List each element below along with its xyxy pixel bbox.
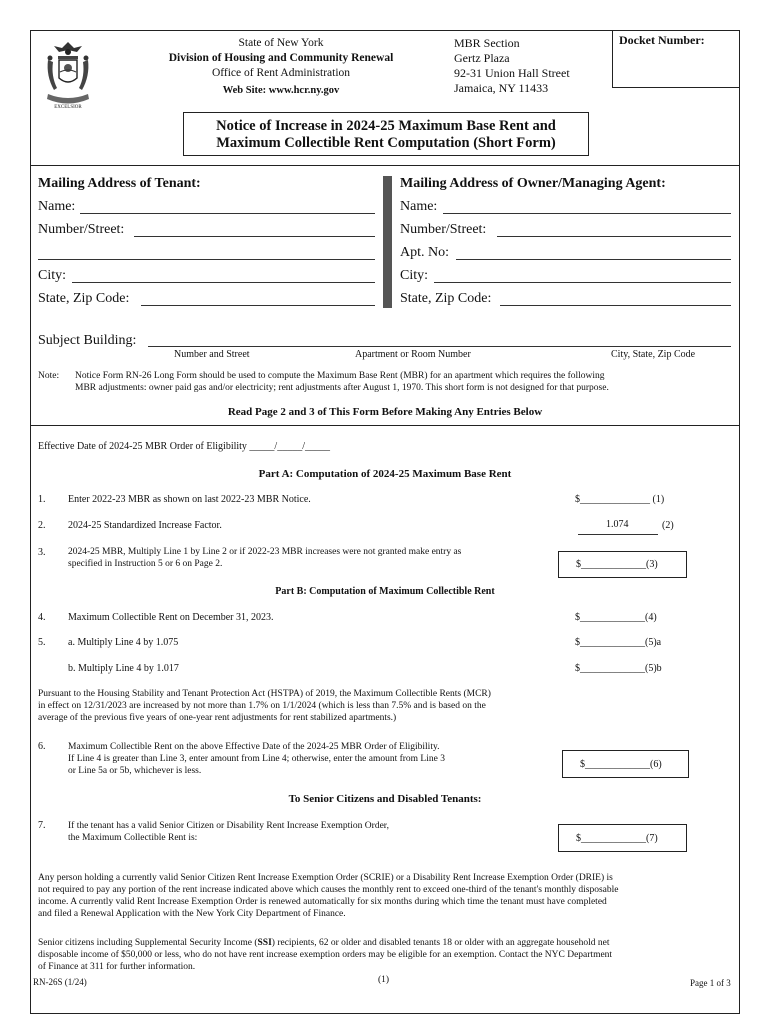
mbr-line-4: Jamaica, NY 11433 xyxy=(454,81,549,95)
subject-sub-city: City, State, Zip Code xyxy=(611,349,696,360)
docket-number-field[interactable] xyxy=(612,30,740,88)
form-title-line-2: Maximum Collectible Rent Computation (Short Form) xyxy=(216,135,556,151)
mbr-section-address xyxy=(454,36,570,96)
owner-street-field[interactable] xyxy=(497,236,731,237)
owner-address-heading: Mailing Address of Owner/Managing Agent: xyxy=(400,176,666,191)
owner-city-label: City: xyxy=(400,268,429,283)
item-3-number: 3. xyxy=(38,547,46,558)
tenant-city-field[interactable] xyxy=(72,282,375,283)
ssi-abbrev: SSI xyxy=(257,938,272,948)
item-3-text-2: specified in Instruction 5 or 6 on Page 2. xyxy=(68,559,223,569)
docket-number-label: Docket Number: xyxy=(619,33,705,47)
tenant-name-label: Name: xyxy=(38,199,76,214)
new-york-state-seal-icon xyxy=(42,38,94,114)
ssi-line-1c: ) recipients, 62 or older and disabled tenants 18 or older with an aggregate household net xyxy=(271,938,610,948)
item-2-code: (2) xyxy=(662,520,674,531)
subject-building-label: Subject Building: xyxy=(38,333,137,348)
item-7-line-1: If the tenant has a valid Senior Citizen or Disability Rent Increase Exemption Order, xyxy=(68,821,389,831)
page-marker: (1) xyxy=(378,975,390,985)
scrie-line-2: not required to pay any portion of the rent increase indicated above which causes the monthly rent to exceed one-third of the tenant's monthly disposable xyxy=(38,885,619,895)
agency-header xyxy=(152,36,410,98)
note-line-2: MBR adjustments: owner paid gas and/or electricity; rent adjustments after August 1, 1970. This short form is not designed for that purpose. xyxy=(75,383,609,393)
owner-apt-field[interactable] xyxy=(456,259,731,260)
item-5b-text: b. Multiply Line 4 by 1.017 xyxy=(68,663,179,674)
note-block xyxy=(38,370,728,393)
part-b-heading: Part B: Computation of Maximum Collectible Rent xyxy=(275,586,495,597)
item-1-answer-field[interactable]: $______________ (1) xyxy=(575,494,665,505)
subject-sub-apartment: Apartment or Room Number xyxy=(355,349,471,360)
tenant-name-field[interactable] xyxy=(80,213,375,214)
subject-building-field[interactable] xyxy=(148,346,731,347)
form-id: RN-26S (1/24) xyxy=(33,977,87,987)
item-3-text-1: 2024-25 MBR, Multiply Line 1 by Line 2 or if 2022-23 MBR increases were not granted make entry as xyxy=(68,547,462,557)
hstpa-line-1: Pursuant to the Housing Stability and Tenant Protection Act (HSTPA) of 2019, the Maximum Collectible Rents (MCR) xyxy=(38,689,491,699)
ssi-paragraph xyxy=(38,937,733,973)
item-6-answer-box[interactable] xyxy=(562,750,689,778)
item-6-line-1: Maximum Collectible Rent on the above Effective Date of the 2024-25 MBR Order of Eligibility. xyxy=(68,742,440,752)
item-2-number: 2. xyxy=(38,520,46,531)
divider xyxy=(30,165,740,166)
scrie-paragraph xyxy=(38,872,733,920)
owner-street-label: Number/Street: xyxy=(400,222,487,237)
item-5-number: 5. xyxy=(38,637,46,648)
item-6-answer-field[interactable]: $_____________(6) xyxy=(580,759,662,770)
item-6-line-2: If Line 4 is greater than Line 3, enter amount from Line 4; otherwise, enter the amount from Line 3 xyxy=(68,754,445,764)
page-number: Page 1 of 3 xyxy=(690,978,731,988)
item-3-answer-box[interactable] xyxy=(558,551,687,578)
owner-state-zip-label: State, Zip Code: xyxy=(400,291,492,306)
ssi-line-1 xyxy=(38,937,733,949)
item-1-text: Enter 2022-23 MBR as shown on last 2022-23 MBR Notice. xyxy=(68,494,311,505)
item-6-line-3: or Line 5a or 5b, whichever is less. xyxy=(68,766,202,776)
item-2-factor-value: 1.074 xyxy=(606,519,629,530)
ssi-line-2: disposable income of $50,000 or less, who do not have rent increase exemption orders may be eligible for an exemption. Contact the NYC Department xyxy=(38,950,613,960)
scrie-line-3: income. A currently valid Rent Increase Exemption Order is renewed automatically for six months during which time the tenant must have completed xyxy=(38,897,607,907)
owner-name-field[interactable] xyxy=(443,213,731,214)
subject-sub-street: Number and Street xyxy=(174,349,250,360)
item-5a-text: a. Multiply Line 4 by 1.075 xyxy=(68,637,179,648)
form-title-line-1: Notice of Increase in 2024-25 Maximum Base Rent and xyxy=(216,118,556,134)
svg-text:EXCELSIOR: EXCELSIOR xyxy=(54,105,82,110)
item-3-answer-field[interactable]: $_____________(3) xyxy=(576,559,658,570)
hstpa-paragraph xyxy=(38,688,733,724)
ssi-line-1a: Senior citizens including Supplemental Security Income ( xyxy=(38,938,258,948)
tenant-address-heading: Mailing Address of Tenant: xyxy=(38,176,201,191)
mbr-line-3: 92-31 Union Hall Street xyxy=(454,66,570,80)
tenant-street-field-2[interactable] xyxy=(38,259,375,260)
owner-apt-label: Apt. No: xyxy=(400,245,449,260)
item-2-underline xyxy=(578,534,658,535)
item-7-answer-field[interactable]: $_____________(7) xyxy=(576,833,658,844)
address-column-divider xyxy=(383,176,392,308)
agency-website: Web Site: www.hcr.ny.gov xyxy=(222,85,340,96)
tenant-street-label: Number/Street: xyxy=(38,222,125,237)
mbr-line-2: Gertz Plaza xyxy=(454,51,510,65)
hstpa-line-2: in effect on 12/31/2023 are increased by not more than 1.7% on 1/1/2024 (which is less than 7.5% and is based on the xyxy=(38,701,486,711)
item-4-text: Maximum Collectible Rent on December 31, 2023. xyxy=(68,612,274,623)
scrie-line-1: Any person holding a currently valid Senior Citizen Rent Increase Exemption Order (SCRIE) or a Disability Rent Increase Exemption Order (DRIE) is xyxy=(38,873,613,883)
item-2-text: 2024-25 Standardized Increase Factor. xyxy=(68,520,222,531)
item-5a-answer-field[interactable]: $_____________(5)a xyxy=(575,637,662,648)
ssi-line-3: of Finance at 311 for further information. xyxy=(38,962,196,972)
owner-name-label: Name: xyxy=(400,199,438,214)
note-label: Note: xyxy=(38,371,60,381)
agency-office: Office of Rent Administration xyxy=(211,67,351,79)
item-6-number: 6. xyxy=(38,741,46,752)
tenant-street-field[interactable] xyxy=(134,236,375,237)
effective-date-line: Effective Date of 2024-25 MBR Order of Eligibility _____/_____/_____ xyxy=(38,441,330,452)
note-line-1: Notice Form RN-26 Long Form should be used to compute the Maximum Base Rent (MBR) for an apartment which requires the following xyxy=(75,371,605,381)
item-4-answer-field[interactable]: $_____________(4) xyxy=(575,612,657,623)
mbr-line-1: MBR Section xyxy=(454,36,520,50)
owner-city-field[interactable] xyxy=(434,282,731,283)
hstpa-line-3: average of the previous five years of one-year rent adjustments for rent stabilized apartments.) xyxy=(38,713,397,723)
part-a-heading: Part A: Computation of 2024-25 Maximum Base Rent xyxy=(258,468,512,480)
item-7-line-2: the Maximum Collectible Rent is: xyxy=(68,833,198,843)
read-instruction: Read Page 2 and 3 of This Form Before Making Any Entries Below xyxy=(227,406,543,418)
item-7-answer-box[interactable] xyxy=(558,824,687,852)
tenant-city-label: City: xyxy=(38,268,67,283)
item-7-number: 7. xyxy=(38,820,46,831)
owner-state-zip-field[interactable] xyxy=(500,305,731,306)
seniors-heading: To Senior Citizens and Disabled Tenants: xyxy=(288,793,482,805)
divider xyxy=(30,425,740,426)
scrie-line-4: and filed a Renewal Application with the New York City Department of Finance. xyxy=(38,909,346,919)
tenant-state-zip-field[interactable] xyxy=(141,305,375,306)
tenant-state-zip-label: State, Zip Code: xyxy=(38,291,130,306)
item-4-number: 4. xyxy=(38,612,46,623)
item-1-number: 1. xyxy=(38,494,46,505)
agency-state: State of New York xyxy=(238,37,324,49)
agency-division: Division of Housing and Community Renewal xyxy=(168,52,394,64)
item-5b-answer-field[interactable]: $_____________(5)b xyxy=(575,663,662,674)
form-title xyxy=(183,112,589,156)
